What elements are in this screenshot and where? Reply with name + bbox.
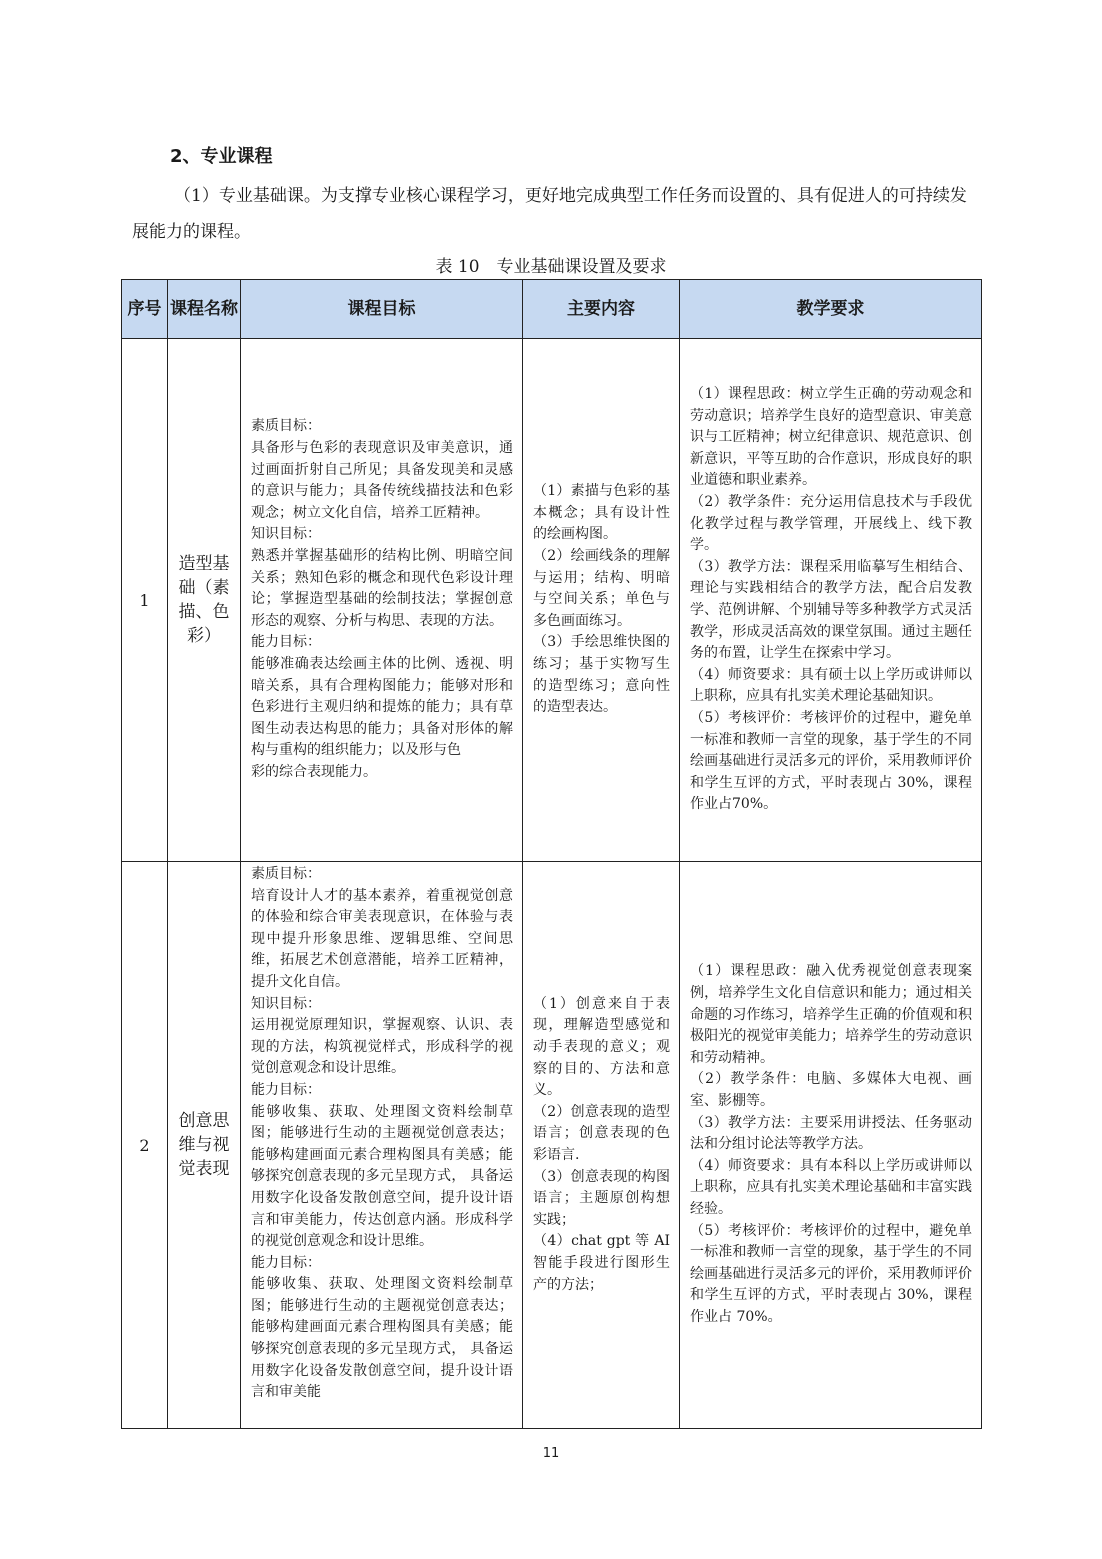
table-caption: 表 10 专业基础课设置及要求 — [435, 257, 667, 277]
course-content: （1）创意来自于表现，理解造型感觉和动手表现的意义；观察的目的、方法和意义。 （2）创意表现的造型语言；创意表现的色彩语言. （3）创意表现的构图语言；主题原创构想实践； （4）chat gpt 等 AI 智能手段进行图形生产的方法； — [523, 862, 680, 1429]
table-row — [122, 339, 982, 862]
header-req: 教学要求 — [680, 280, 982, 339]
row-num: 1 — [122, 339, 168, 862]
course-goal: 素质目标： 具备形与色彩的表现意识及审美意识，通过画面折射自己所见；具备发现美和灵感的意识与能力；具备传统线描技法和色彩观念；树立文化自信，培养工匠精神。 知识目标： 熟悉并掌握基础形的结构比例、明暗空间关系；熟知色彩的概念和现代色彩设计理论；掌握造型基础的绘制技法；掌握创意形态的观察、分析与构思、表现的方法。 能力目标： 能够准确表达绘画主体的比例、透视、明暗关系，具有合理构图能力；能够对形和色彩进行主观归纳和提炼的能力；具有草图生动表达构思的能力；具备对形体的解构与重构的组织能力；以及形与色 彩的综合表现能力。 — [241, 339, 523, 862]
header-name: 课程名称 — [168, 280, 241, 339]
course-content: （1）素描与色彩的基本概念；具有设计性的绘画构图。 （2）绘画线条的理解与运用；结构、明暗与空间关系；单色与多色画面练习。 （3）手绘思维快图的练习；基于实物写生的造型练习；意向性的造型表达。 — [523, 339, 680, 862]
course-goal: 素质目标： 培育设计人才的基本素养，着重视觉创意的体验和综合审美表现意识，在体验与表现中提升形象思维、逻辑思维、空间思维，拓展艺术创意潜能，培养工匠精神，提升文化自信。 知识目标： 运用视觉原理知识，掌握观察、认识、表现的方法，构筑视觉样式，形成科学的视觉创意观念和设计思维。 能力目标： 能够收集、获取、处理图文资料绘制草图；能够进行生动的主题视觉创意表达；能够构建画面元素合理构图具有美感；能够探究创意表现的多元呈现方式， 具备运用数字化设备发散创意空间，提升设计语言和审美能力，传达创意内涵。形成科学的视觉创意观念和设计思维。 能力目标： 能够收集、获取、处理图文资料绘制草图；能够进行生动的主题视觉创意表达；能够构建画面元素合理构图具有美感；能够探究创意表现的多元呈现方式， 具备运用数字化设备发散创意空间，提升设计语言和审美能 — [241, 862, 523, 1429]
header-num: 序号 — [122, 280, 168, 339]
course-name: 造型基础（素描、色彩） — [168, 339, 241, 862]
header-content: 主要内容 — [523, 280, 680, 339]
table-header-row — [122, 280, 982, 339]
header-goal: 课程目标 — [241, 280, 523, 339]
course-name: 创意思维与视觉表现 — [168, 862, 241, 1429]
course-requirements: （1）课程思政：融入优秀视觉创意表现案例，培养学生文化自信意识和能力；通过相关命题的习作练习，培养学生正确的价值观和积极阳光的视觉审美能力；培养学生的劳动意识和劳动精神。 （2）教学条件：电脑、多媒体大电视、画室、影棚等。 （3）教学方法：主要采用讲授法、任务驱动法和分组讨论法等教学方法。 （4）师资要求：具有本科以上学历或讲师以上职称，应具有扎实美术理论基础和丰富实践经验。 （5）考核评价：考核评价的过程中，避免单一标准和教师一言堂的现象，基于学生的不同绘画基础进行灵活多元的评价，采用教师评价和学生互评的方式，平时表现占 30%，课程作业占 70%。 — [680, 862, 982, 1429]
section-heading: 2、专业课程 — [170, 146, 273, 167]
row-num: 2 — [122, 862, 168, 1429]
table-row — [122, 862, 982, 1429]
page-number: 11 — [542, 1446, 560, 1461]
course-table — [121, 279, 982, 1429]
intro-paragraph: （1）专业基础课。为支撑专业核心课程学习，更好地完成典型工作任务而设置的、具有促进人的可持续发展能力的课程。 — [132, 186, 967, 242]
course-requirements: （1）课程思政：树立学生正确的劳动观念和劳动意识；培养学生良好的造型意识、审美意识与工匠精神；树立纪律意识、规范意识、创新意识，平等互助的合作意识，形成良好的职业道德和职业素养。 （2）教学条件：充分运用信息技术与手段优化教学过程与教学管理，开展线上、线下教学。 （3）教学方法：课程采用临摹写生相结合、理论与实践相结合的教学方法，配合启发教学、范例讲解、个别辅导等多种教学方式灵活教学，形成灵活高效的课堂氛围。通过主题任务的布置，让学生在探索中学习。 （4）师资要求：具有硕士以上学历或讲师以上职称，应具有扎实美术理论基础知识。 （5）考核评价：考核评价的过程中，避免单一标准和教师一言堂的现象，基于学生的不同绘画基础进行灵活多元的评价，采用教师评价和学生互评的方式，平时表现占 30%，课程作业占70%。 — [680, 339, 982, 862]
